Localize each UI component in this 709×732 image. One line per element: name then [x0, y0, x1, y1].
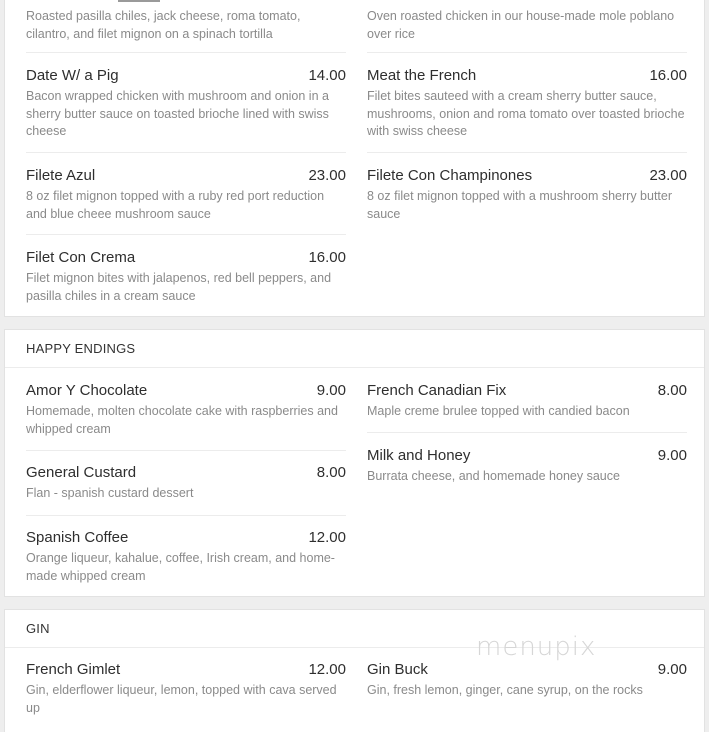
item-price: 14.00: [308, 67, 346, 84]
item-name: General Custard: [26, 464, 137, 481]
menu-item-milk-and-honey: [367, 447, 687, 487]
menu-item-spanish-coffee: [26, 529, 346, 585]
item-price: 16.00: [649, 67, 687, 84]
happy-endings-section: [4, 329, 705, 597]
item-name: Filete Azul: [26, 167, 96, 184]
menu-item: [367, 8, 687, 48]
item-price: 12.00: [308, 661, 346, 678]
menu-item-filet-con-crema: [26, 249, 346, 305]
scroll-tab-marker: [118, 0, 160, 2]
item-divider: [26, 515, 346, 516]
menu-item-french-canadian-fix: [367, 382, 687, 422]
item-price: 8.00: [316, 464, 346, 481]
gin-section: [4, 609, 705, 732]
menu-item-meat-the-french: [367, 67, 687, 139]
menu-item: [26, 8, 346, 48]
item-description: Filet mignon bites with jalapenos, red bell peppers, and pasilla chiles in a cream sauce: [26, 271, 332, 303]
item-description: 8 oz filet mignon topped with a mushroom sherry butter sauce: [367, 189, 673, 221]
item-name: Spanish Coffee: [26, 529, 129, 546]
item-price: 9.00: [316, 382, 346, 399]
item-price: 8.00: [657, 382, 687, 399]
menu-item-amor-y-chocolate: [26, 382, 346, 438]
item-description: Oven roasted chicken in our house-made mole poblano over rice: [367, 9, 675, 41]
item-divider: [26, 234, 346, 235]
item-name: French Canadian Fix: [367, 382, 507, 399]
menu-item-french-gimlet: [26, 661, 346, 717]
section-title: GIN: [5, 610, 704, 648]
item-price: 23.00: [308, 167, 346, 184]
item-description: Bacon wrapped chicken with mushroom and onion in a sherry butter sauce on toasted brioche lined with swiss cheese: [26, 89, 329, 138]
item-divider: [26, 152, 346, 153]
item-description: 8 oz filet mignon topped with a ruby red port reduction and blue cheee mushroom sauce: [26, 189, 325, 221]
item-divider: [367, 52, 687, 53]
menupix-watermark: menupix: [476, 632, 597, 662]
menu-item-filete-con-champinones: [367, 167, 687, 223]
menu-item-gin-buck: [367, 661, 687, 701]
menu-item-general-custard: [26, 464, 346, 504]
item-description: Roasted pasilla chiles, jack cheese, roma tomato, cilantro, and filet mignon on a spinach tortilla: [26, 9, 301, 41]
menu-item-date-w-a-pig: [26, 67, 346, 139]
item-description: Gin, elderflower liqueur, lemon, topped with cava served up: [26, 683, 337, 715]
item-price: 9.00: [657, 447, 687, 464]
item-divider: [367, 432, 687, 433]
item-name: Meat the French: [367, 67, 477, 84]
item-description: Filet bites sauteed with a cream sherry butter sauce, mushrooms, onion and roma tomato over toasted brioche with swiss cheese: [367, 89, 685, 138]
item-name: Gin Buck: [367, 661, 428, 678]
item-name: Filet Con Crema: [26, 249, 136, 266]
item-price: 23.00: [649, 167, 687, 184]
entrees-section: [4, 0, 705, 317]
item-description: Maple creme brulee topped with candied bacon: [367, 404, 630, 418]
item-name: French Gimlet: [26, 661, 121, 678]
item-name: Date W/ a Pig: [26, 67, 119, 84]
item-description: Gin, fresh lemon, ginger, cane syrup, on the rocks: [367, 683, 643, 697]
section-title: HAPPY ENDINGS: [5, 330, 704, 368]
item-name: Amor Y Chocolate: [26, 382, 148, 399]
item-description: Homemade, molten chocolate cake with raspberries and whipped cream: [26, 404, 338, 436]
item-divider: [26, 52, 346, 53]
item-price: 9.00: [657, 661, 687, 678]
menu-item-filete-azul: [26, 167, 346, 223]
item-description: Flan - spanish custard dessert: [26, 486, 194, 500]
item-divider: [367, 152, 687, 153]
item-name: Milk and Honey: [367, 447, 471, 464]
item-price: 16.00: [308, 249, 346, 266]
item-price: 12.00: [308, 529, 346, 546]
item-description: Burrata cheese, and homemade honey sauce: [367, 469, 620, 483]
item-description: Orange liqueur, kahalue, coffee, Irish cream, and home-made whipped cream: [26, 551, 335, 583]
item-name: Filete Con Champinones: [367, 167, 533, 184]
item-divider: [26, 450, 346, 451]
